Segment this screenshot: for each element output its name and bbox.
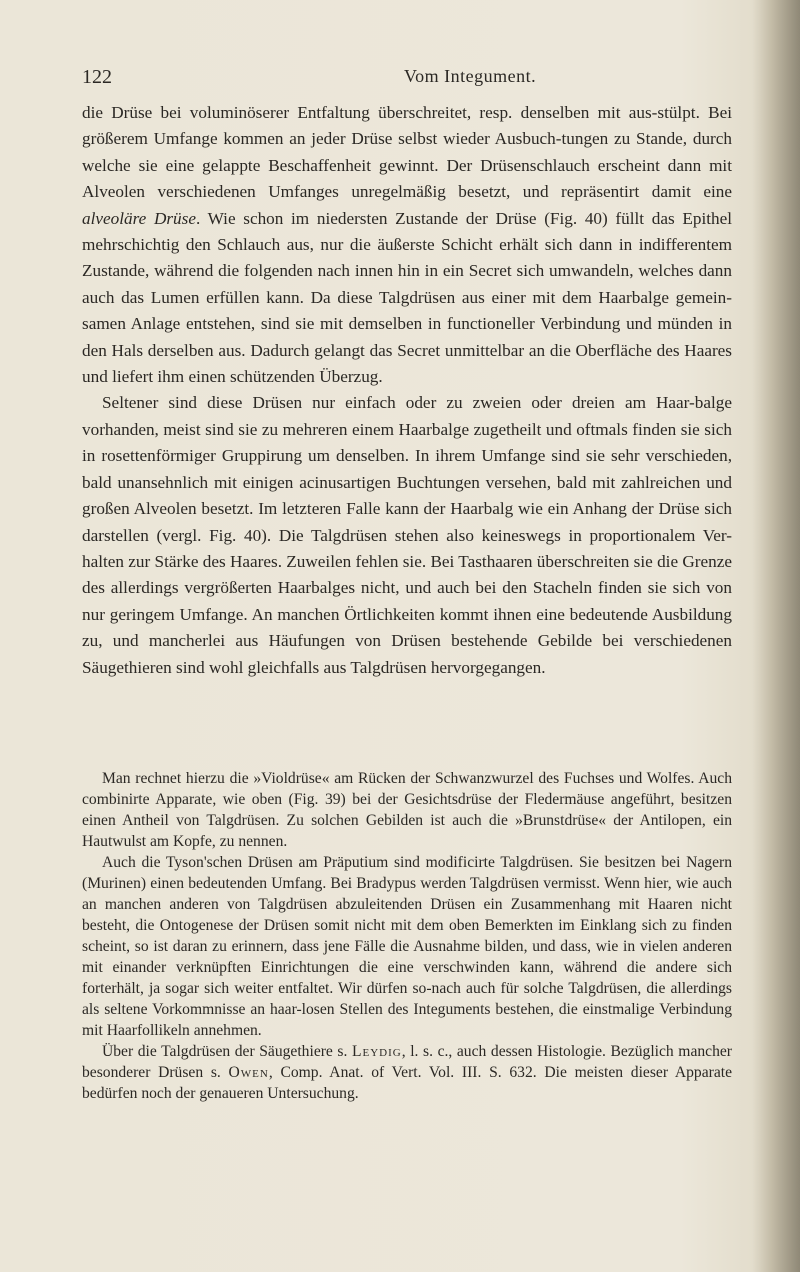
page-edge-shadow [752, 0, 800, 1272]
page-header [82, 66, 732, 92]
note-2: Auch die Tyson'schen Drüsen am Präputium sind modificirte Talgdrüsen. Sie besitzen bei Nagern (Murinen) einen bedeutenden Umfang. Bei Bradypus werden Talgdrüsen vermisst. Wenn hier, wie auch an manchen anderen von Talgdrüsen abzuleitenden Drüsen ein Zusammenhang mit Haaren nicht besteht, die Ontogenese der Drüsen somit nicht mit dem oben Bemerkten im Einklang sich zu finden scheint, so ist daran zu erinnern, dass jene Fälle die Ausnahme bilden, und dass, wie in vielen anderen mit einander verknüpften Einrichtungen die eine verschwinden kann, während die andere sich forterhält, ja sogar sich weiter entfaltet. Wir dürfen so-nach auch für solche Talgdrüsen, die allerdings als seltene Vorkommnisse an haar-losen Stellen des Integuments bestehen, die einstmalige Verbindung mit Haarfollikeln annehmen. [82, 854, 732, 1039]
paragraph-1-text-a: die Drüse bei voluminöserer Entfaltung überschreitet, resp. denselben mit aus-stülpt. Bei größerem Umfange kommen an jeder Drüse selbst wieder Ausbuch-tungen zu Stande, durch welche sie eine gelappte Beschaffenheit gewinnt. Der Drüsenschlauch erscheint dann mit Alveolen verschiedenen Umfanges unregelmäßig besetzt, und repräsentirt damit eine [82, 103, 732, 202]
paragraph-2: Seltener sind diese Drüsen nur einfach oder zu zweien oder dreien am Haar-balge vorhanden, meist sind sie zu mehreren einem Haarbalge zugetheilt und oftmals finden sie sich in rosettenförmiger Gruppirung um denselben. In ihrem Umfange sind sie sehr verschieden, bald unansehnlich mit einigen acinusartigen Buchtungen versehen, bald mit zahlreichen und großen Alveolen besetzt. Im letzteren Falle kann der Haarbalg wie ein Anhang der Drüse sich darstellen (vergl. Fig. 40). Die Talgdrüsen stehen also keineswegs in proportionalem Ver-halten zur Stärke des Haares. Zuweilen fehlen sie. Bei Tasthaaren überschreiten sie die Grenze des allerdings vergrößerten Haarbalges nicht, und auch bei den Stacheln finden sie sich von nur geringem Umfange. An manchen Örtlichkeiten kommt ihnen eine bedeutende Ausbildung zu, und mancherlei aus Häufungen von Drüsen bestehende Gebilde bei verschiedenen Säugethieren sind wohl gleichfalls aus Talgdrüsen hervorgegangen. [82, 393, 732, 677]
paragraph-1-text-b: . Wie schon im niedersten Zustande der Drüse (Fig. 40) füllt das Epithel mehrschichtig den Schlauch aus, nur die äußerste Schicht erhält sich dann in indifferentem Zustande, während die folgenden nach innen hin in ein Secret sich umwandeln, welches dann auch das Lumen erfüllen kann. Da diese Talgdrüsen aus einer mit dem Haarbalge gemein-samen Anlage entstehen, sind sie mit demselben in functioneller Verbindung und münden in den Hals derselben aus. Dadurch gelangt das Secret unmittelbar an die Oberfläche des Haares und liefert ihm einen schützenden Überzug. [82, 208, 732, 387]
note-3-text-b: , l. s. c., auch dessen Histologie. Bezüglich mancher besonderer Drüsen s. [82, 1043, 732, 1081]
running-title: Vom Integument. [404, 66, 537, 86]
main-text [82, 100, 732, 681]
note-3-text-a: Über die Talgdrüsen der Säugethiere s. [102, 1043, 352, 1060]
note-3-text-c: , Comp. Anat. of Vert. Vol. III. S. 632. Die meisten dieser Apparate bedürfen noch der genaueren Untersuchung. [82, 1064, 732, 1102]
page-number: 122 [82, 66, 112, 88]
paragraph-1-italic-term: alveoläre Drüse [82, 208, 196, 228]
note-1: Man rechnet hierzu die »Violdrüse« am Rücken der Schwanzwurzel des Fuchses und Wolfes. Auch combinirte Apparate, wie oben (Fig. 39) bei der Gesichtsdrüse der Fledermäuse angeführt, besitzen einen Antheil von Talgdrüsen. Zu solchen Gebilden ist auch die »Brunstdrüse« der Antilopen, ein Hautwulst am Kopfe, zu nennen. [82, 770, 732, 850]
note-3 [82, 1041, 732, 1104]
notes-section [82, 768, 732, 1104]
author-owen: Owen [228, 1064, 269, 1081]
paragraph-1 [82, 100, 732, 390]
author-leydig: Leydig [351, 1043, 402, 1060]
